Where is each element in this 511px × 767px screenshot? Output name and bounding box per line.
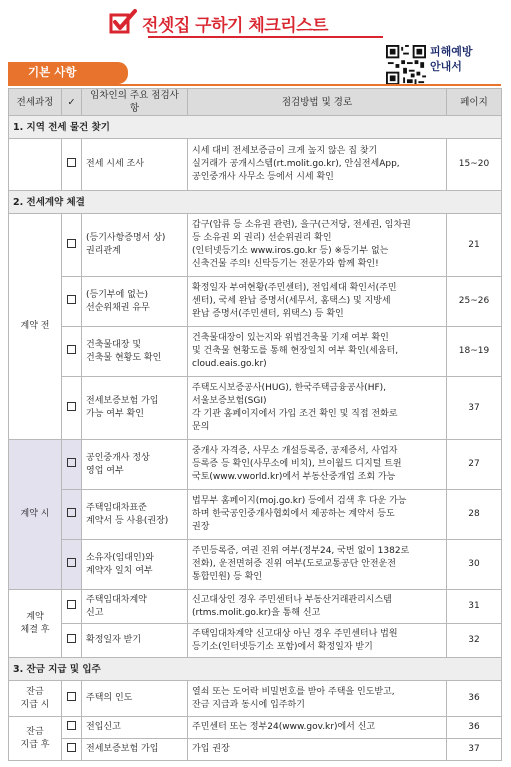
item-cell: (등기부에 없는) 선순위채권 유무 [82, 277, 188, 327]
stage-cell: 잔금 지급 시 [9, 681, 62, 717]
method-cell: 갑구(압류 등 소유권 관련), 을구(근저당, 전세권, 임차권 등 소유권 외 권리) 선순위권리 확인 (인터넷등기소 www.iros.go.kr 등) ※등기부 없는 신축건물 주의! 신탁등기는 전문가와 함께 확인! [188, 214, 447, 277]
item-cell: 주택임대차계약 신고 [82, 590, 188, 624]
checkbox[interactable] [62, 214, 82, 277]
method-cell: 법무부 홈페이지(moj.go.kr) 등에서 검색 후 다운 가능 하며 한국공인중개사협회에서 제공하는 계약서 등도 권장 [188, 490, 447, 540]
section-row [9, 116, 502, 139]
checkbox[interactable] [62, 277, 82, 327]
checkbox-square[interactable] [67, 402, 76, 411]
table-row [9, 717, 502, 739]
stage-cell [9, 139, 62, 191]
checkbox[interactable] [62, 681, 82, 717]
table-row [9, 139, 502, 191]
item-cell: 전세보증보험 가입 [82, 739, 188, 761]
page-cell: 37 [447, 377, 502, 440]
page-cell: 21 [447, 214, 502, 277]
checkbox-square[interactable] [67, 721, 76, 730]
method-cell: 중개사 자격증, 사무소 개설등록증, 공제증서, 사업자 등록증 등 확인(사무소에 비치), 브이월드 디지털 트윈 국토(www.vworld.kr)에서 부동산중개업 조회 가능 [188, 440, 447, 490]
checkbox-square[interactable] [67, 600, 76, 609]
item-cell: 주택임대차표준 계약서 등 사용(권장) [82, 490, 188, 540]
page-cell: 28 [447, 490, 502, 540]
item-cell: 건축물대장 및 건축물 현황도 확인 [82, 327, 188, 377]
checkbox-square[interactable] [67, 743, 76, 752]
checkbox[interactable] [62, 490, 82, 540]
header-stage: 전세과정 [9, 89, 62, 116]
checkbox-square[interactable] [67, 295, 76, 304]
table-row [9, 739, 502, 761]
checkbox-square[interactable] [67, 634, 76, 643]
table-row [9, 377, 502, 440]
header-page: 페이지 [447, 89, 502, 116]
page-cell: 31 [447, 590, 502, 624]
section-title: 1. 지역 전세 물건 찾기 [9, 116, 502, 139]
checkbox[interactable] [62, 739, 82, 761]
item-cell: 전입신고 [82, 717, 188, 739]
header-item: 임차인의 주요 점검사항 [82, 89, 188, 116]
checkbox[interactable] [62, 377, 82, 440]
method-cell: 주택임대차계약 신고대상 아닌 경우 주민센터나 법원 등기소(인터넷등기소 포함)에서 확정일자 받기 [188, 624, 447, 658]
table-row [9, 681, 502, 717]
qr-code-icon[interactable] [386, 45, 426, 85]
checkbox[interactable] [62, 624, 82, 658]
check-box-icon [108, 8, 138, 38]
page-cell: 15~20 [447, 139, 502, 191]
table-row [9, 490, 502, 540]
page-cell: 36 [447, 717, 502, 739]
checkbox[interactable] [62, 717, 82, 739]
method-cell: 주민센터 또는 정부24(www.gov.kr)에서 신고 [188, 717, 447, 739]
checklist-table [8, 88, 502, 761]
title-area [108, 8, 328, 38]
item-cell: 소유자(임대인)와 계약자 일치 여부 [82, 540, 188, 590]
checkbox[interactable] [62, 440, 82, 490]
table-row [9, 624, 502, 658]
stage-cell: 계약 전 [9, 214, 62, 440]
table-row [9, 440, 502, 490]
banner-line [8, 84, 501, 86]
page-cell: 25~26 [447, 277, 502, 327]
method-cell: 주민등록증, 여권 진위 여부(정부24, 국번 없이 1382로 전화), 운전면허증 진위 여부(도로교통공단 안전운전 통합민원) 등 확인 [188, 540, 447, 590]
section-title: 3. 잔금 지급 및 입주 [9, 658, 502, 681]
checkbox-square[interactable] [67, 345, 76, 354]
section-row [9, 191, 502, 214]
item-cell: 공인중개사 정상 영업 여부 [82, 440, 188, 490]
table-row [9, 590, 502, 624]
table-row [9, 540, 502, 590]
checkbox[interactable] [62, 540, 82, 590]
checkbox-square[interactable] [67, 239, 76, 248]
header-row [9, 89, 502, 116]
table-row [9, 327, 502, 377]
item-cell: 주택의 인도 [82, 681, 188, 717]
header-check: ✓ [62, 89, 82, 116]
section-title: 2. 전세계약 체결 [9, 191, 502, 214]
checkbox[interactable] [62, 590, 82, 624]
page-cell: 18~19 [447, 327, 502, 377]
checkbox-square[interactable] [67, 692, 76, 701]
checkbox-square[interactable] [67, 158, 76, 167]
method-cell: 신고대상인 경우 주민센터나 부동산거래관리시스템 (rtms.molit.go.kr)을 통해 신고 [188, 590, 447, 624]
item-cell: 확정일자 받기 [82, 624, 188, 658]
page-cell: 37 [447, 739, 502, 761]
checkbox-square[interactable] [67, 508, 76, 517]
method-cell: 가입 권장 [188, 739, 447, 761]
page-title: 전셋집 구하기 체크리스트 [142, 15, 328, 36]
qr-label: 피해예방 안내서 [430, 45, 473, 73]
stage-cell: 계약 시 [9, 440, 62, 590]
stage-cell: 잔금 지급 후 [9, 717, 62, 761]
page-cell: 30 [447, 540, 502, 590]
method-cell: 건축물대장이 있는지와 위법건축물 기재 여부 확인 및 건축물 현황도를 통해 현장일치 여부 확인(세움터, cloud.eais.go.kr) [188, 327, 447, 377]
method-cell: 확정일자 부여현황(주민센터), 전입세대 확인서(주민 센터), 국세 완납 증명서(세무서, 홈택스) 및 지방세 완납 증명서(주민센터, 위택스) 등 확인 [188, 277, 447, 327]
item-cell: 전세보증보험 가입 가능 여부 확인 [82, 377, 188, 440]
title-underline [148, 36, 383, 38]
method-cell: 열쇠 또는 도어락 비밀번호를 받아 주택을 인도받고, 잔금 지급과 동시에 입주하기 [188, 681, 447, 717]
method-cell: 시세 대비 전세보증금이 크게 높지 않은 집 찾기 실거래가 공개시스템(rt.molit.go.kr), 안심전세App, 공인중개사 사무소 등에서 시세 확인 [188, 139, 447, 191]
item-cell: 전세 시세 조사 [82, 139, 188, 191]
table-row [9, 277, 502, 327]
item-cell: (등기사항증명서 상) 권리관계 [82, 214, 188, 277]
checkbox[interactable] [62, 327, 82, 377]
stage-cell: 계약 체결 후 [9, 590, 62, 658]
section-row [9, 658, 502, 681]
page-cell: 36 [447, 681, 502, 717]
checkbox-square[interactable] [67, 458, 76, 467]
checkbox[interactable] [62, 139, 82, 191]
page-cell: 32 [447, 624, 502, 658]
checkbox-square[interactable] [67, 558, 76, 567]
method-cell: 주택도시보증공사(HUG), 한국주택금융공사(HF), 서울보증보험(SGI) 각 기관 홈페이지에서 가입 조건 확인 및 직접 전화로 문의 [188, 377, 447, 440]
header-method: 점검방법 및 경로 [188, 89, 447, 116]
banner-label: 기본 사항 [28, 65, 77, 79]
table-row [9, 214, 502, 277]
page-cell: 27 [447, 440, 502, 490]
